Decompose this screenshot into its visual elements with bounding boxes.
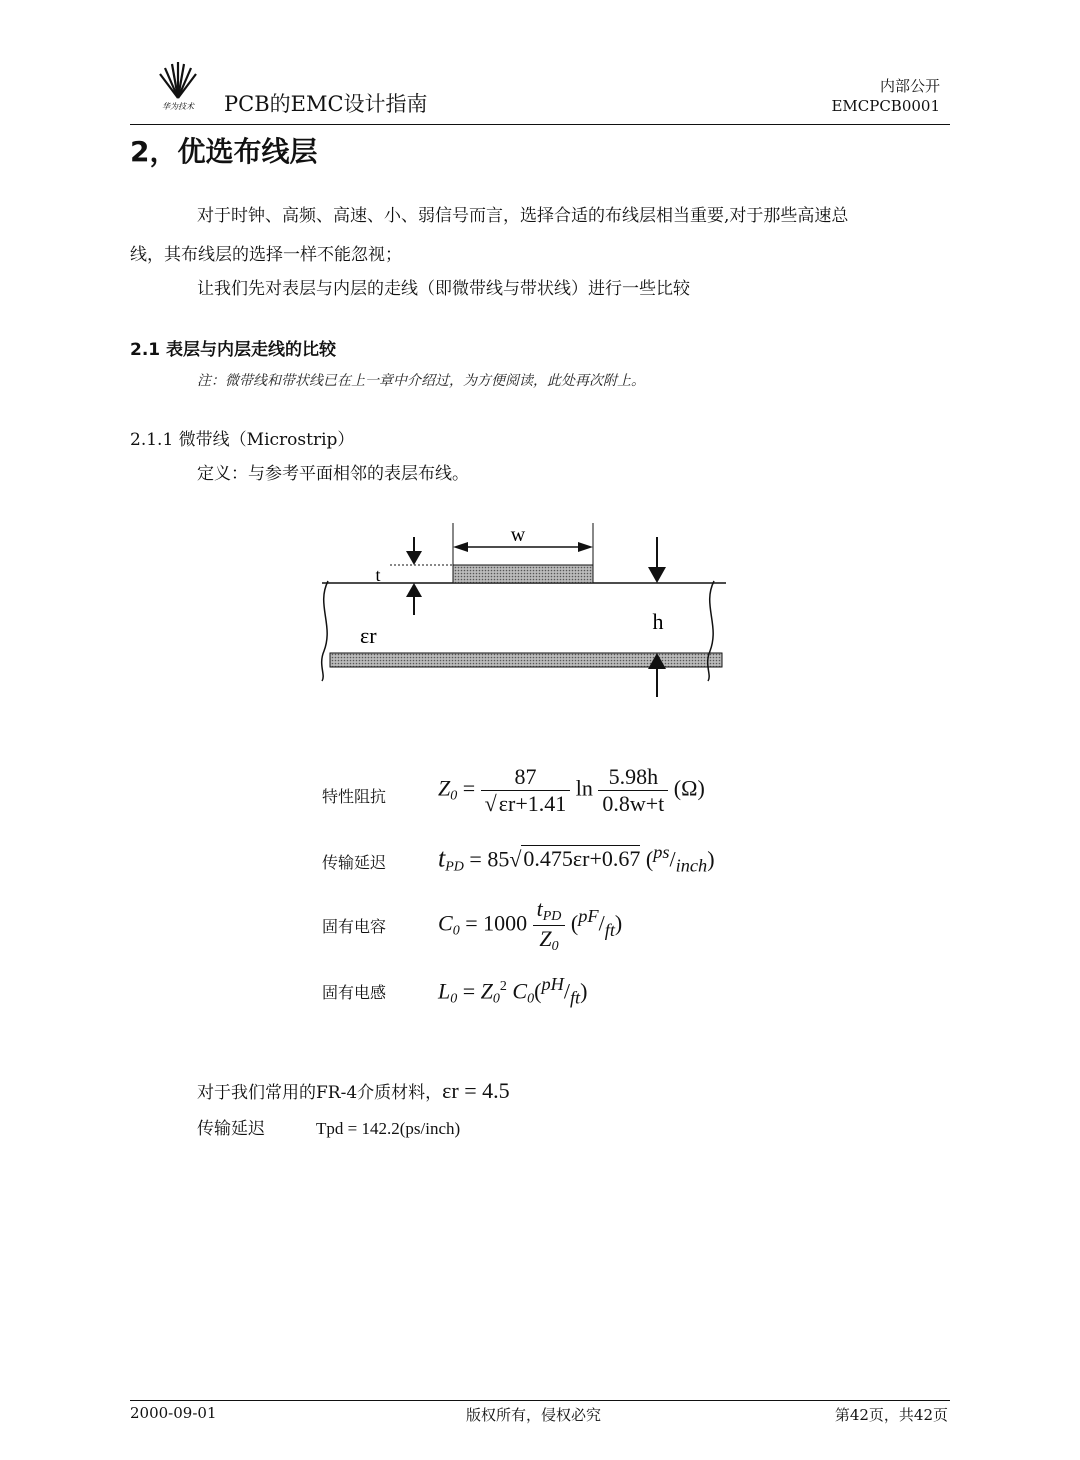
inductance-label: 固有电感 [322, 983, 387, 1002]
company-logo [150, 62, 206, 112]
ln-denominator: 0.8w+t [602, 791, 665, 816]
document-id: EMCPCB0001 [831, 97, 940, 115]
subsubsection-title: 2.1.1 微带线（Microstrip） [130, 430, 355, 450]
intro-line-3: 让我们先对表层与内层的走线（即微带线与带状线）进行一些比较 [197, 279, 690, 299]
label-h: h [652, 609, 664, 634]
footer-rule [130, 1400, 950, 1401]
left-break-edge [322, 581, 328, 681]
capacitance-formula: $C_0 = 1000$ $\frac{t_{PD}}{Z_0}$ $(^{pF}/_{ft})$ [438, 896, 623, 954]
footer-copyright: 版权所有，侵权必究 [466, 1406, 602, 1424]
material-delay-label: 传输延迟 [197, 1119, 265, 1139]
tpd-unit-den: inch [675, 855, 708, 876]
tpd-sqrt-term: 0.475εr+0.67 [523, 846, 641, 872]
footer-date: 2000-09-01 [130, 1404, 217, 1422]
c0-coefficient: = 1000 [465, 910, 528, 936]
material-line [197, 1079, 510, 1105]
l0-unit-den: ft [569, 987, 581, 1008]
label-w: w [510, 524, 526, 546]
inductance-formula: $L_0 = Z_0^2$ $C_0(^{pH}/_{ft})$ [438, 974, 588, 1008]
delay-formula: $t_{PD} = 85√0.475\varepsilon r+0.67$ $(^{ps}/_{inch})$ [438, 842, 715, 876]
label-t: t [375, 565, 381, 585]
microstrip-diagram [310, 515, 740, 705]
note-text: 注：微带线和带状线已在上一章中介绍过，为方便阅读，此处再次附上。 [197, 373, 645, 389]
subsection-title: 2.1 表层与内层走线的比较 [130, 340, 337, 360]
footer-page: 第42页，共42页 [834, 1406, 948, 1424]
er-value: εr = 4.5 [442, 1078, 510, 1103]
logo-text: 华为技术 [162, 102, 194, 111]
definition-text: 定义：与参考平面相邻的表层布线。 [197, 464, 469, 484]
capacitance-label: 固有电容 [322, 917, 387, 936]
intro-line-1: 对于时钟、高频、高速、小、弱信号而言，选择合适的布线层相当重要,对于那些高速总 [197, 206, 849, 226]
document-title: PCB的EMC设计指南 [224, 92, 428, 116]
l0-unit-num: pH [541, 974, 564, 994]
delay-label: 传输延迟 [322, 853, 387, 872]
impedance-label: 特性阻抗 [322, 787, 387, 806]
impedance-unit: (Ω) [673, 775, 705, 801]
trace-conductor [453, 565, 593, 583]
c0-unit-den: ft [604, 919, 615, 940]
z0-denominator: εr+1.41 [498, 791, 567, 816]
intro-line-2: 线，其布线层的选择一样不能忽视； [130, 245, 402, 265]
z0-numerator: 87 [481, 764, 571, 791]
classification: 内部公开 [879, 77, 940, 95]
section-title: 2，优选布线层 [130, 135, 318, 168]
tpd-coefficient: = 85 [469, 846, 510, 872]
ln-numerator: 5.98h [598, 764, 668, 791]
material-text: 对于我们常用的FR-4介质材料， [197, 1083, 443, 1103]
tpd-unit-num: ps [653, 842, 670, 862]
header-meta [831, 76, 940, 116]
header-rule [130, 124, 950, 125]
tpd-value: Tpd = 142.2(ps/inch) [316, 1119, 461, 1138]
label-epsilon-r: εr [360, 623, 377, 648]
impedance-formula: $Z_0$ = $\frac{87}{√\varepsilon r+1.41}$ ln $\frac{5.98h}{0.8w+t}$ (Ω) [438, 764, 705, 816]
c0-unit-num: pF [578, 906, 599, 927]
